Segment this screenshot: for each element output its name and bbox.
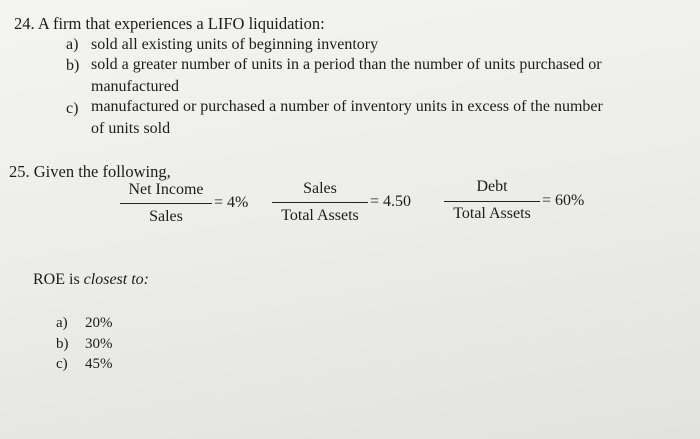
ratio-3-fraction-bar: [444, 201, 540, 202]
q24-option-a-text: sold all existing units of beginning inventory: [91, 36, 379, 53]
q25-answer-a-value: 20%: [85, 315, 113, 331]
roe-prompt: [33, 271, 149, 289]
roe-prompt-italic: closest to:: [83, 271, 149, 288]
ratio-1-result: = 4%: [214, 194, 249, 211]
q24-option-b-text-line2: manufactured: [91, 78, 179, 95]
q24-option-b-text-line1: sold a greater number of units in a period than the number of units purchased or: [91, 56, 602, 73]
q25-answer-b-letter: b): [56, 336, 69, 352]
ratio-3-denominator: Total Assets: [453, 205, 531, 222]
ratio-2-numerator: Sales: [303, 180, 337, 197]
q24-option-c-text-line1: manufactured or purchased a number of inventory units in excess of the number: [91, 98, 603, 115]
q25-answer-a-letter: a): [56, 315, 68, 331]
q25-answer-b-value: 30%: [85, 336, 113, 352]
ratio-3-numerator: Debt: [476, 178, 508, 195]
ratio-1-fraction-bar: [120, 203, 212, 204]
question-24-title: 24. A firm that experiences a LIFO liquidation:: [14, 14, 325, 33]
q24-option-c-letter: c): [66, 100, 79, 117]
ratio-2-fraction-bar: [272, 202, 368, 203]
ratio-2-result: = 4.50: [370, 193, 412, 210]
q24-option-a-letter: a): [66, 36, 79, 53]
ratio-1-denominator: Sales: [149, 208, 183, 225]
q25-answer-c-value: 45%: [85, 356, 113, 372]
ratio-1-numerator: Net Income: [128, 181, 204, 198]
q24-option-b-letter: b): [66, 57, 80, 74]
ratio-3-result: = 60%: [542, 192, 585, 209]
q24-option-c-text-line2: of units sold: [91, 120, 171, 137]
ratio-2-denominator: Total Assets: [281, 207, 359, 224]
question-25-title: 25. Given the following,: [9, 162, 171, 181]
roe-prompt-prefix: ROE is: [33, 271, 84, 288]
q25-answer-c-letter: c): [56, 356, 68, 372]
